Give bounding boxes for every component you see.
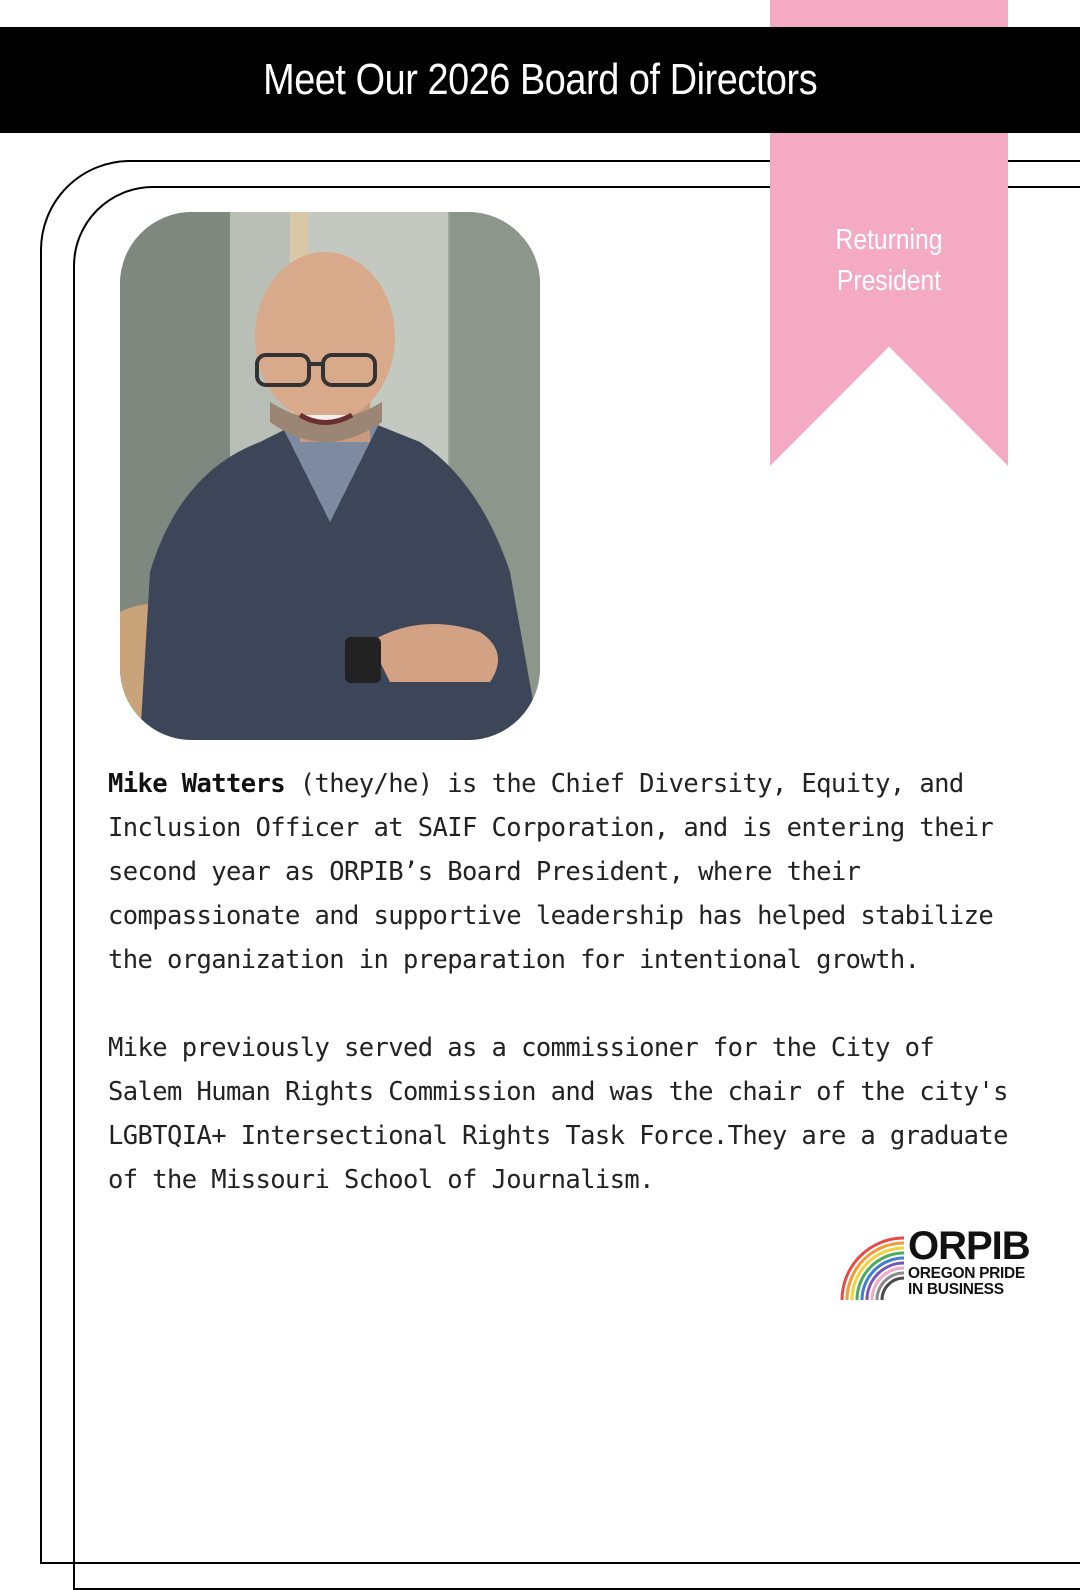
logo-title: ORPIB (908, 1224, 1030, 1268)
page-title: Meet Our 2026 Board of Directors (262, 55, 818, 104)
header-bar (0, 27, 1080, 133)
profile-photo-illustration (120, 212, 540, 740)
bio-paragraph-2: Mike previously served as a commissioner for the City of Salem Human Rights Commission and was the chair of the city's LGBTQIA+ Intersectional Rights Task Force.They are a graduate of the Missouri School of Journalism. (108, 1033, 1008, 1195)
logo-subtitle-line1: OREGON PRIDE (908, 1265, 1025, 1282)
bio-name: Mike Watters (108, 769, 286, 799)
bio-paragraph-1-text: (they/he) is the Chief Diversity, Equity, and Inclusion Officer at SAIF Corporation, and is entering their second year as ORPIB’s Board President, where their compassionate and supportive leadership has helped stabilize the organization in preparation for intentional growth. (108, 769, 994, 975)
bio-text (108, 762, 1008, 1202)
role-ribbon-label (770, 220, 1008, 302)
rainbow-arc-icon (838, 1228, 912, 1302)
logo-subtitle-line2: IN BUSINESS (908, 1281, 1004, 1298)
bio-paragraph-1 (108, 762, 1008, 982)
role-ribbon-line2: President (836, 265, 942, 297)
logo-subtitle (908, 1266, 1025, 1298)
role-ribbon-line1: Returning (835, 224, 943, 256)
profile-photo (120, 212, 540, 740)
orpib-logo (838, 1224, 1038, 1302)
